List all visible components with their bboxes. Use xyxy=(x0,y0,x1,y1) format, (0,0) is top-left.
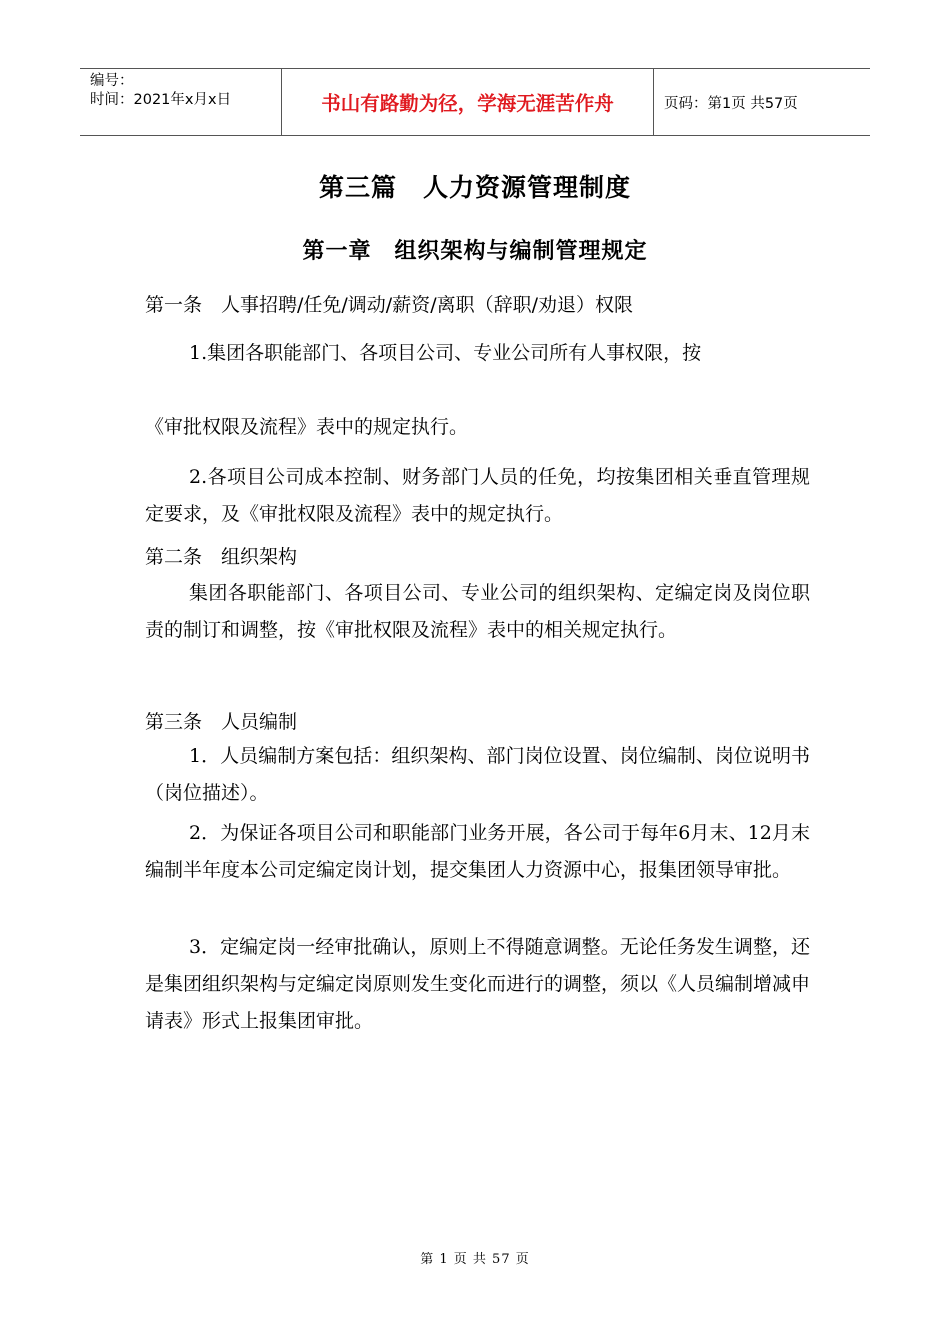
header-motto: 书山有路勤为径，学海无涯苦作舟 xyxy=(281,69,654,135)
article-3-paragraph-2: 2．为保证各项目公司和职能部门业务开展，各公司于每年6月末、12月末编制半年度本公司定编定岗计划，提交集团人力资源中心，报集团领导审批。 xyxy=(145,822,810,881)
article-2-paragraph-1: 集团各职能部门、各项目公司、专业公司的组织架构、定编定岗及岗位职责的制订和调整，按《审批权限及流程》表中的相关规定执行。 xyxy=(145,582,810,641)
article-1-heading: 第一条 人事招聘/任免/调动/薪资/离职（辞职/劝退）权限 xyxy=(145,294,634,316)
header-meta-cell xyxy=(80,69,281,135)
article-2-heading: 第二条 组织架构 xyxy=(145,546,298,568)
document-header xyxy=(80,68,870,136)
article-3-paragraph-1: 1．人员编制方案包括：组织架构、部门岗位设置、岗位编制、岗位说明书（岗位描述）。 xyxy=(145,745,810,804)
article-1-paragraph-2: 《审批权限及流程》表中的规定执行。 xyxy=(145,416,469,438)
article-1-paragraph-3: 2.各项目公司成本控制、财务部门人员的任免，均按集团相关垂直管理规定要求，及《审批权限及流程》表中的规定执行。 xyxy=(145,466,810,525)
article-3-paragraph-3: 3．定编定岗一经审批确认，原则上不得随意调整。无论任务发生调整，还是集团组织架构与定编定岗原则发生变化而进行的调整，须以《人员编制增减申请表》形式上报集团审批。 xyxy=(145,936,811,1032)
chapter-title: 第一章 组织架构与编制管理规定 xyxy=(302,239,648,264)
article-3-heading: 第三条 人员编制 xyxy=(145,711,298,733)
header-page-info: 页码：第1页 共57页 xyxy=(664,95,798,112)
part-title: 第三篇 人力资源管理制度 xyxy=(318,173,631,202)
article-1-paragraph-1: 1.集团各职能部门、各项目公司、专业公司所有人事权限，按 xyxy=(189,342,702,364)
document-date: 时间：2021年x月x日 xyxy=(90,92,232,108)
document-number-label: 编号： xyxy=(90,73,134,89)
footer-page-number: 第 1 页 共 57 页 xyxy=(420,1252,530,1267)
